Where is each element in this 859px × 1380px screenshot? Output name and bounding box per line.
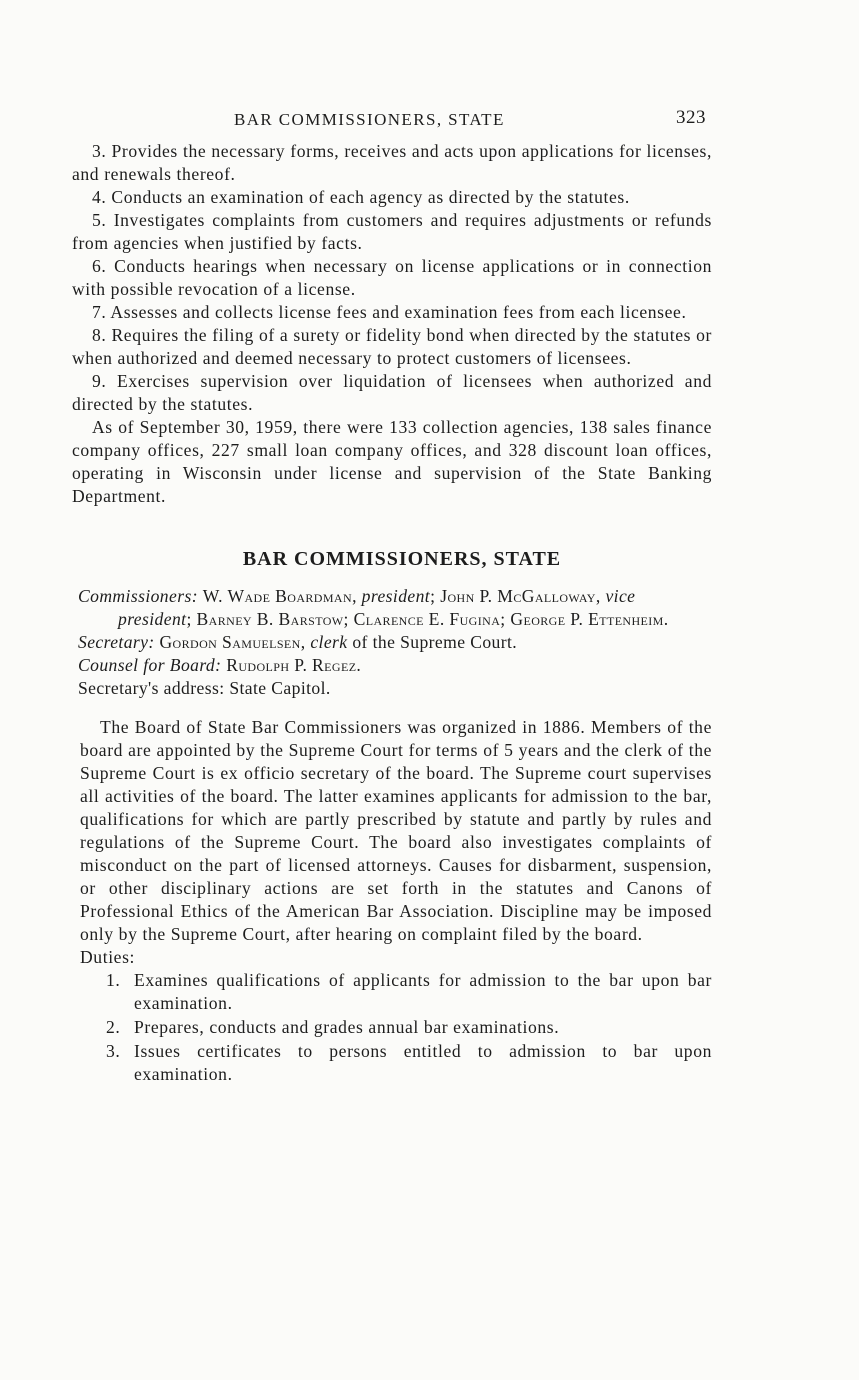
page-number: 323 xyxy=(676,107,706,128)
running-title: BAR COMMISSIONERS, STATE xyxy=(234,110,505,129)
running-header xyxy=(72,100,712,140)
counsel-label: Counsel for Board: xyxy=(78,655,222,675)
description-paragraph: The Board of State Bar Commissioners was organized in 1886. Members of the board are appointed by the Supreme Court for terms of 5 years and the clerk of the Supreme Court is ex officio secretary of the board. The Supreme court supervises all activities of the board. The latter examines applicants for admission to the bar, qualifications for which are partly prescribed by statute and partly by rules and regulations of the Supreme Court. The board also investigates complaints of misconduct on the part of licensed attorneys. Causes for disbarment, suspension, or other disciplinary actions are set forth in the statutes and Canons of Professional Ethics of the American Bar Association. Discipline may be imposed only by the Supreme Court, after hearing on complaint filed by the board. xyxy=(80,717,712,944)
duty-text: Prepares, conducts and grades annual bar examinations. xyxy=(134,1017,560,1037)
board-description xyxy=(72,716,712,946)
summary-paragraph: As of September 30, 1959, there were 133 collection agencies, 138 sales finance company offices, 227 small loan company offices, and 328 discount loan offices, operating in Wisconsin under license and supervision of the State Banking Department. xyxy=(72,417,712,506)
commissioner-name: Clarence E. Fugina xyxy=(353,609,501,629)
address-value: State Capitol. xyxy=(229,678,331,698)
commissioner-name: Barney B. Barstow xyxy=(196,609,344,629)
duty-number: 1. xyxy=(106,970,121,990)
commissioner-role: vice president xyxy=(118,586,636,629)
commissioner-name: George P. Ettenheim xyxy=(510,609,664,629)
officers-block xyxy=(72,585,712,700)
secretary-suffix: of the Supreme Court. xyxy=(352,632,518,652)
list-item xyxy=(106,1040,712,1086)
list-item xyxy=(106,1016,712,1039)
secretary-name: Gordon Samuelsen xyxy=(159,632,301,652)
address-line xyxy=(78,677,712,700)
commissioners-line: Commissioners: W. Wade Boardman, president; John P. McGalloway, vice president; Barney B. Barstow; Clarence E. Fugina; George P. Ettenheim. xyxy=(78,586,669,629)
section-title: BAR COMMISSIONERS, STATE xyxy=(242,548,562,570)
commissioners-label: Commissioners: xyxy=(78,586,198,606)
list-item: 3. Provides the necessary forms, receives and acts upon applications for licenses, and renewals thereof. xyxy=(72,141,712,184)
list-item: 9. Exercises supervision over liquidation of licensees when authorized and directed by the statutes. xyxy=(72,371,712,414)
duty-text: Examines qualifications of applicants for admission to the bar upon bar examination. xyxy=(134,970,712,1013)
secretary-line: Secretary: Gordon Samuelsen, clerk of the Supreme Court. xyxy=(78,632,518,652)
commissioner-name: W. Wade Boardman xyxy=(202,586,353,606)
duty-text: Issues certificates to persons entitled to admission to bar upon examination. xyxy=(134,1041,712,1084)
continued-list xyxy=(72,140,712,508)
list-item: 6. Conducts hearings when necessary on license applications or in connection with possible revocation of a license. xyxy=(72,256,712,299)
commissioner-name: John P. McGalloway xyxy=(440,586,596,606)
section-spacer xyxy=(72,508,712,548)
list-item: 8. Requires the filing of a surety or fidelity bond when directed by the statutes or when authorized and deemed necessary to protect customers of licensees. xyxy=(72,325,712,368)
list-item: 4. Conducts an examination of each agency as directed by the statutes. xyxy=(92,187,630,207)
duties-list xyxy=(72,969,712,1086)
secretary-role: clerk xyxy=(310,632,348,652)
document-page xyxy=(72,100,712,1087)
duty-number: 3. xyxy=(106,1041,121,1061)
commissioner-role: president xyxy=(361,586,431,606)
list-item xyxy=(106,969,712,1015)
duty-number: 2. xyxy=(106,1017,121,1037)
address-label: Secretary's address: xyxy=(78,678,225,698)
counsel-line xyxy=(78,654,712,677)
list-item: 7. Assesses and collects license fees and examination fees from each licensee. xyxy=(92,302,687,322)
secretary-label: Secretary: xyxy=(78,632,155,652)
counsel-name: Rudolph P. Regez. xyxy=(226,655,362,675)
list-item: 5. Investigates complaints from customers and requires adjustments or refunds from agencies when justified by facts. xyxy=(72,210,712,253)
duties-label: Duties: xyxy=(80,947,136,967)
